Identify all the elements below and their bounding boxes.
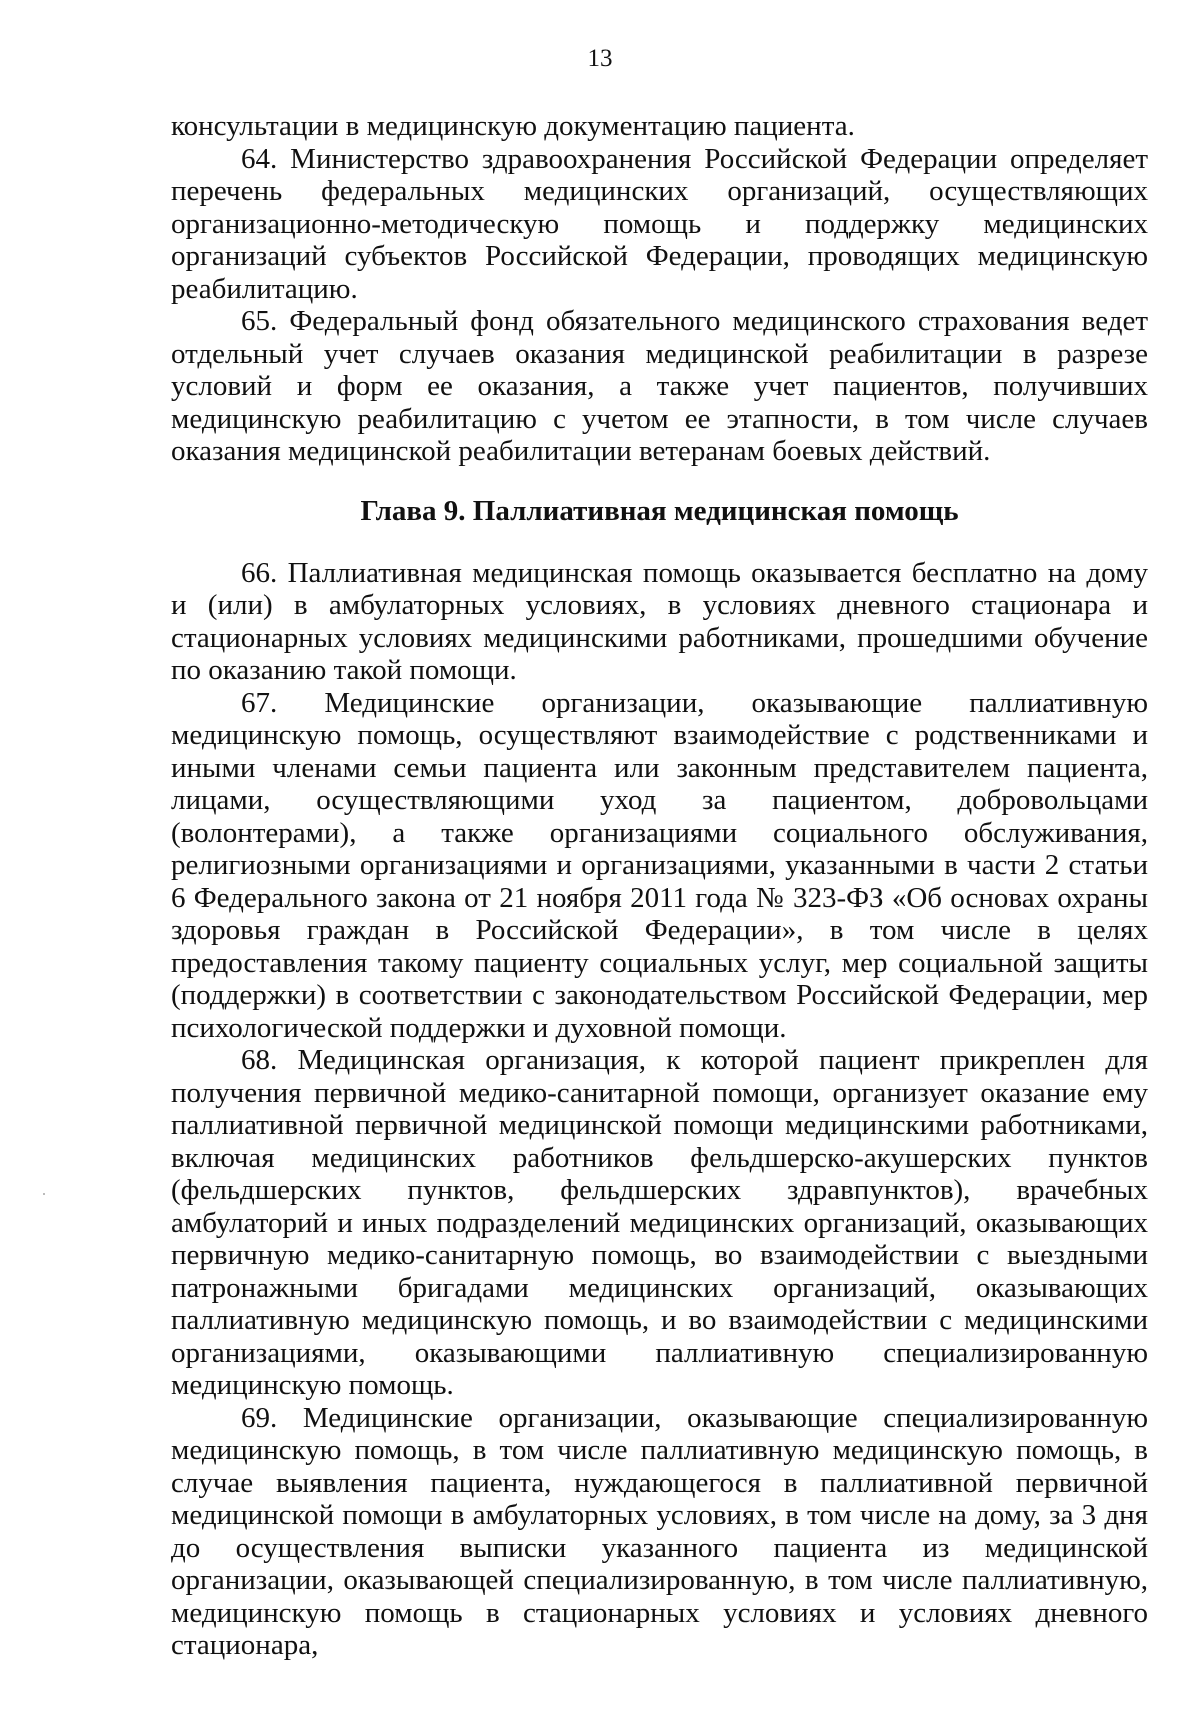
paragraph-64: 64. Министерство здравоохранения Российской Федерации определяет перечень федеральных медицинских организаций, осуществляющих организационно-методическую помощь и поддержку медицинских организаций субъектов Российской Федерации, проводящих медицинскую реабилитацию.: [171, 142, 1148, 305]
chapter-heading: Глава 9. Паллиативная медицинская помощь: [360, 494, 959, 527]
paragraph-continuation: консультации в медицинскую документацию пациента.: [171, 110, 855, 142]
paragraph-67: 67. Медицинские организации, оказывающие паллиативную медицинскую помощь, осуществляют взаимодействие с родственниками и иными членами семьи пациента или законным представителем пациента, лицами, осуществляющими уход за пациентом, добровольцами (волонтерами), а также организациями социального обслуживания, религиозными организациями и организациями, указанными в части 2 статьи 6 Федерального закона от 21 ноября 2011 года № 323-ФЗ «Об основах охраны здоровья граждан в Российской Федерации», в том числе в целях предоставления такому пациенту социальных услуг, мер социальной защиты (поддержки) в соответствии с законодательством Российской Федерации, мер психологической поддержки и духовной помощи.: [171, 686, 1148, 1044]
paragraph-65: 65. Федеральный фонд обязательного медицинского страхования ведет отдельный учет случаев оказания медицинской реабилитации в разрезе условий и форм ее оказания, а также учет пациентов, получивших медицинскую реабилитацию с учетом ее этапности, в том числе случаев оказания медицинской реабилитации ветеранам боевых действий.: [171, 305, 1148, 467]
scan-artifact: [43, 1193, 45, 1195]
paragraph-68: 68. Медицинская организация, к которой пациент прикреплен для получения первичной медико-санитарной помощи, организует оказание ему паллиативной первичной медицинской помощи медицинскими работниками, включая медицинских работников фельдшерско-акушерских пунктов (фельдшерских пунктов, фельдшерских здравпунктов), врачебных амбулаторий и иных подразделений медицинских организаций, оказывающих первичную медико-санитарную помощь, во взаимодействии с выездными патронажными бригадами медицинских организаций, оказывающих паллиативную медицинскую помощь, и во взаимодействии с медицинскими организациями, оказывающими паллиативную специализированную медицинскую помощь.: [171, 1044, 1148, 1401]
paragraph-66: 66. Паллиативная медицинская помощь оказывается бесплатно на дому и (или) в амбулаторных условиях, в условиях дневного стационара и стационарных условиях медицинскими работниками, прошедшими обучение по оказанию такой помощи.: [171, 556, 1148, 686]
paragraph-69: 69. Медицинские организации, оказывающие специализированную медицинскую помощь, в том числе паллиативную медицинскую помощь, в случае выявления пациента, нуждающегося в паллиативной первичной медицинской помощи в амбулаторных условиях, в том числе на дому, за 3 дня до осуществления выписки указанного пациента из медицинской организации, оказывающей специализированную, в том числе паллиативную, медицинскую помощь в стационарных условиях и условиях дневного стационара,: [171, 1401, 1148, 1661]
document-body: [171, 110, 1148, 1662]
page-number: 13: [587, 45, 613, 72]
